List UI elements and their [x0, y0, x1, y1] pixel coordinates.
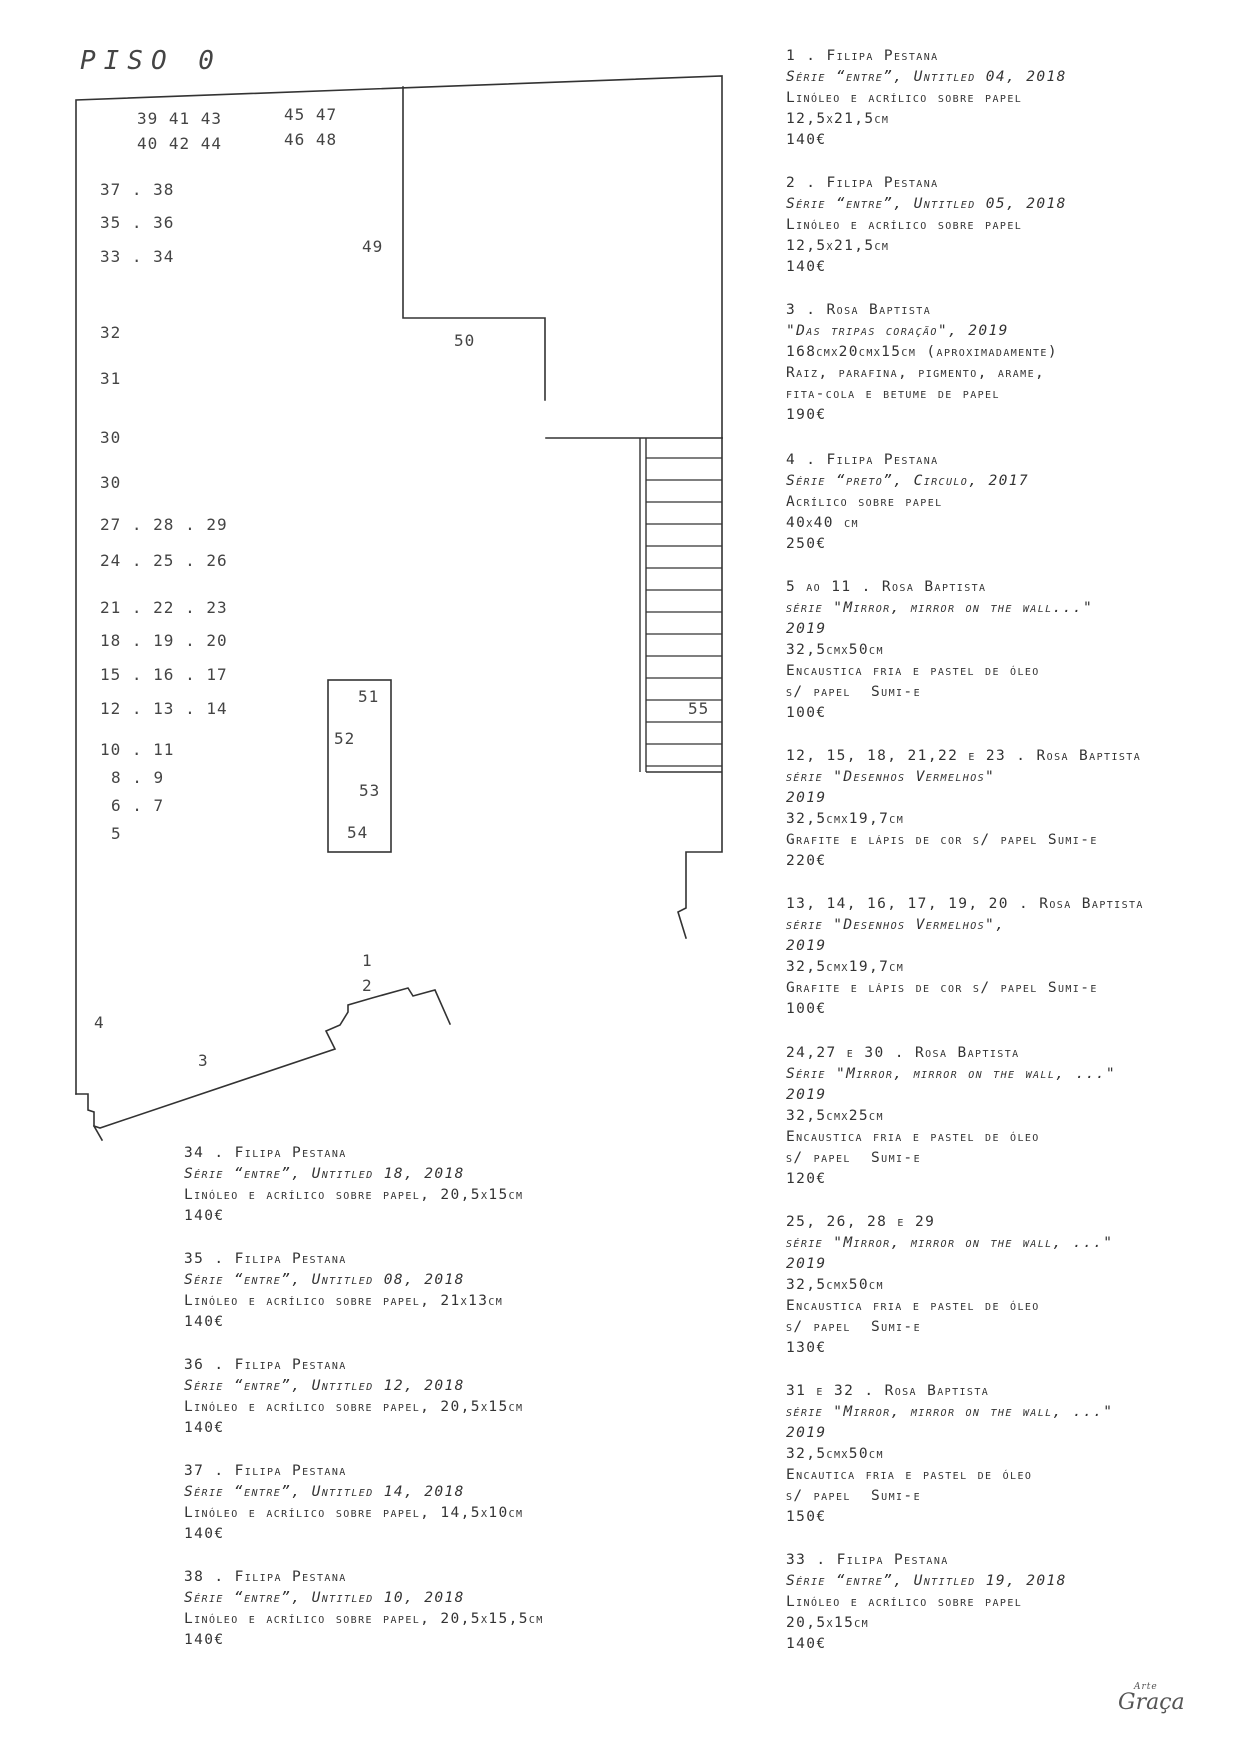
artwork-series: série "Desenhos Vermelhos"	[786, 769, 996, 785]
artwork-series: série "Mirror, mirror on the wall, ..."	[786, 1235, 1114, 1251]
artwork-detail: Encautica fria e pastel de óleo	[786, 1467, 1033, 1483]
plan-number-label: 30	[100, 473, 122, 492]
artwork-detail: 250€	[786, 536, 827, 552]
plan-number-label: 5	[111, 824, 122, 843]
artwork-title: 2 . Filipa Pestana	[786, 175, 939, 191]
artwork-series: 2019	[786, 621, 827, 637]
plan-number-label: 4	[94, 1013, 105, 1032]
plan-number-label: 10 . 11	[100, 740, 175, 759]
artwork-entry	[786, 1381, 1113, 1528]
plan-number-label: 24 . 25 . 26	[100, 551, 228, 570]
artwork-detail: Linóleo e acrílico sobre papel, 20,5x15cm	[184, 1399, 524, 1415]
artwork-detail: 20,5x15cm	[786, 1615, 870, 1631]
artwork-detail: fita-cola e betume de papel	[786, 386, 1000, 402]
plan-number-label: 35 . 36	[100, 213, 175, 232]
artwork-entry	[786, 894, 1144, 1020]
artwork-series: Série “entre”, Untitled 08, 2018	[184, 1272, 465, 1288]
artwork-detail: 140€	[184, 1632, 225, 1648]
artwork-title: 24,27 e 30 . Rosa Baptista	[786, 1045, 1020, 1061]
artwork-entry	[184, 1461, 523, 1545]
artwork-series: Série “entre”, Untitled 19, 2018	[786, 1573, 1067, 1589]
artwork-detail: s/ papel Sumi-e	[786, 1319, 921, 1335]
artwork-entry	[786, 1043, 1116, 1190]
artwork-series: 2019	[786, 790, 827, 806]
artwork-title: 3 . Rosa Baptista	[786, 302, 932, 318]
artwork-series: 2019	[786, 1425, 827, 1441]
artwork-detail: s/ papel Sumi-e	[786, 1488, 921, 1504]
artwork-series: Série “entre”, Untitled 18, 2018	[184, 1166, 465, 1182]
artwork-detail: 140€	[786, 259, 827, 275]
logo-large-text: Graça	[1118, 1690, 1185, 1715]
artwork-entry	[786, 300, 1058, 426]
artwork-detail: 40x40 cm	[786, 515, 859, 531]
plan-number-label: 6 . 7	[111, 796, 165, 815]
artwork-entry	[786, 450, 1029, 555]
artwork-detail: Encaustica fria e pastel de óleo	[786, 663, 1040, 679]
artwork-detail: Linóleo e acrílico sobre papel, 14,5x10cm	[184, 1505, 524, 1521]
artwork-detail: 140€	[184, 1208, 225, 1224]
artwork-detail: Raiz, parafina, pigmento, arame,	[786, 365, 1046, 381]
plan-number-label: 54	[347, 823, 369, 842]
plan-number-label: 45 47	[284, 105, 338, 124]
plan-number-label: 50	[454, 331, 476, 350]
artwork-series: Série “entre”, Untitled 04, 2018	[786, 69, 1067, 85]
plan-right-wall	[678, 438, 722, 938]
artwork-entry	[184, 1143, 523, 1227]
artwork-detail: Grafite e lápis de cor s/ papel Sumi-e	[786, 832, 1098, 848]
plan-bottom-wall	[76, 988, 450, 1128]
plan-number-label: 39 41 43	[137, 109, 223, 128]
artwork-detail: 168cmx20cmx15cm (aproximadamente)	[786, 344, 1058, 360]
artwork-title: 36 . Filipa Pestana	[184, 1357, 347, 1373]
artwork-detail: Encaustica fria e pastel de óleo	[786, 1129, 1040, 1145]
artwork-detail: Linóleo e acrílico sobre papel	[786, 90, 1023, 106]
plan-inner-partition	[403, 87, 545, 400]
artwork-title: 34 . Filipa Pestana	[184, 1145, 347, 1161]
artwork-title: 4 . Filipa Pestana	[786, 452, 939, 468]
artwork-title: 31 e 32 . Rosa Baptista	[786, 1383, 990, 1399]
plan-number-label: 53	[359, 781, 381, 800]
artwork-series: Série “entre”, Untitled 14, 2018	[184, 1484, 465, 1500]
logo-small-text: Arte	[1134, 1682, 1158, 1692]
artwork-detail: 32,5cmx25cm	[786, 1108, 884, 1124]
artwork-title: 33 . Filipa Pestana	[786, 1552, 949, 1568]
artwork-detail: Linóleo e acrílico sobre papel	[786, 1594, 1023, 1610]
artwork-series: série "Mirror, mirror on the wall, ..."	[786, 1404, 1114, 1420]
plan-number-label: 12 . 13 . 14	[100, 699, 228, 718]
artwork-series: Série “entre”, Untitled 12, 2018	[184, 1378, 465, 1394]
artwork-entry	[786, 1212, 1113, 1359]
plan-number-label: 15 . 16 . 17	[100, 665, 228, 684]
artwork-detail: Grafite e lápis de cor s/ papel Sumi-e	[786, 980, 1098, 996]
artwork-detail: Linóleo e acrílico sobre papel	[786, 217, 1023, 233]
artwork-detail: 140€	[184, 1314, 225, 1330]
artwork-series: Série "Mirror, mirror on the wall, ..."	[786, 1066, 1117, 1082]
artwork-detail: 190€	[786, 407, 827, 423]
artwork-entry	[786, 746, 1141, 872]
artwork-detail: s/ papel Sumi-e	[786, 684, 921, 700]
artwork-entry	[184, 1249, 503, 1333]
plan-number-label: 27 . 28 . 29	[100, 515, 228, 534]
artwork-title: 5 ao 11 . Rosa Baptista	[786, 579, 987, 595]
plan-number-label: 8 . 9	[111, 768, 165, 787]
plan-number-label: 51	[358, 687, 380, 706]
artwork-detail: s/ papel Sumi-e	[786, 1150, 921, 1166]
artwork-title: 38 . Filipa Pestana	[184, 1569, 347, 1585]
artwork-detail: 120€	[786, 1171, 827, 1187]
artwork-series: "Das tripas coração", 2019	[786, 323, 1009, 339]
artwork-detail: 32,5cmx19,7cm	[786, 811, 905, 827]
plan-number-label: 49	[362, 237, 384, 256]
artwork-detail: 220€	[786, 853, 827, 869]
artwork-detail: 100€	[786, 1001, 827, 1017]
artwork-title: 25, 26, 28 e 29	[786, 1214, 936, 1230]
plan-number-label: 46 48	[284, 130, 338, 149]
plan-number-label: 30	[100, 428, 122, 447]
artwork-detail: 32,5cmx19,7cm	[786, 959, 905, 975]
artwork-series: 2019	[786, 1256, 827, 1272]
plan-number-label: 1	[362, 951, 373, 970]
artwork-series: Série “entre”, Untitled 10, 2018	[184, 1590, 465, 1606]
artwork-detail: 140€	[786, 132, 827, 148]
artwork-series: série "Mirror, mirror on the wall..."	[786, 600, 1094, 616]
artwork-detail: 130€	[786, 1340, 827, 1356]
artwork-detail: 12,5x21,5cm	[786, 238, 890, 254]
artwork-detail: Encaustica fria e pastel de óleo	[786, 1298, 1040, 1314]
artwork-entry	[786, 173, 1067, 278]
arte-graca-logo	[1118, 1682, 1198, 1722]
artwork-detail: 140€	[184, 1526, 225, 1542]
plan-number-label: 2	[362, 976, 373, 995]
artwork-detail: 100€	[786, 705, 827, 721]
plan-number-label: 40 42 44	[137, 134, 223, 153]
artwork-detail: 32,5cmx50cm	[786, 1446, 884, 1462]
plan-number-label: 32	[100, 323, 122, 342]
artwork-series: série "Desenhos Vermelhos",	[786, 917, 1006, 933]
artwork-entry	[184, 1567, 544, 1651]
plan-number-label: 37 . 38	[100, 180, 175, 199]
artwork-detail: 150€	[786, 1509, 827, 1525]
artwork-entry	[184, 1355, 523, 1439]
artwork-series: Série “preto”, Circulo, 2017	[786, 473, 1029, 489]
artwork-title: 1 . Filipa Pestana	[786, 48, 939, 64]
artwork-series: 2019	[786, 1087, 827, 1103]
plan-number-label: 3	[198, 1051, 209, 1070]
artwork-detail: 32,5cmx50cm	[786, 642, 884, 658]
artwork-series: 2019	[786, 938, 827, 954]
artwork-detail: 12,5x21,5cm	[786, 111, 890, 127]
floor-title: PISO 0	[80, 46, 222, 76]
artwork-detail: Linóleo e acrílico sobre papel, 21x13cm	[184, 1293, 504, 1309]
artwork-detail: Linóleo e acrílico sobre papel, 20,5x15,5cm	[184, 1611, 544, 1627]
artwork-entry	[786, 577, 1093, 724]
artwork-title: 35 . Filipa Pestana	[184, 1251, 347, 1267]
plan-number-label: 21 . 22 . 23	[100, 598, 228, 617]
artwork-detail: Linóleo e acrílico sobre papel, 20,5x15cm	[184, 1187, 524, 1203]
artwork-entry	[786, 46, 1067, 151]
artwork-detail: 140€	[786, 1636, 827, 1652]
plan-number-label: 52	[334, 729, 356, 748]
plan-number-label: 18 . 19 . 20	[100, 631, 228, 650]
artwork-title: 37 . Filipa Pestana	[184, 1463, 347, 1479]
plan-number-label: 33 . 34	[100, 247, 175, 266]
plan-number-label: 31	[100, 369, 122, 388]
artwork-detail: 32,5cmx50cm	[786, 1277, 884, 1293]
artwork-title: 12, 15, 18, 21,22 e 23 . Rosa Baptista	[786, 748, 1142, 764]
artwork-series: Série “entre”, Untitled 05, 2018	[786, 196, 1067, 212]
artwork-title: 13, 14, 16, 17, 19, 20 . Rosa Baptista	[786, 896, 1144, 912]
plan-number-label: 55	[688, 699, 710, 718]
artwork-detail: Acrílico sobre papel	[786, 494, 943, 510]
artwork-entry	[786, 1550, 1067, 1655]
artwork-detail: 140€	[184, 1420, 225, 1436]
